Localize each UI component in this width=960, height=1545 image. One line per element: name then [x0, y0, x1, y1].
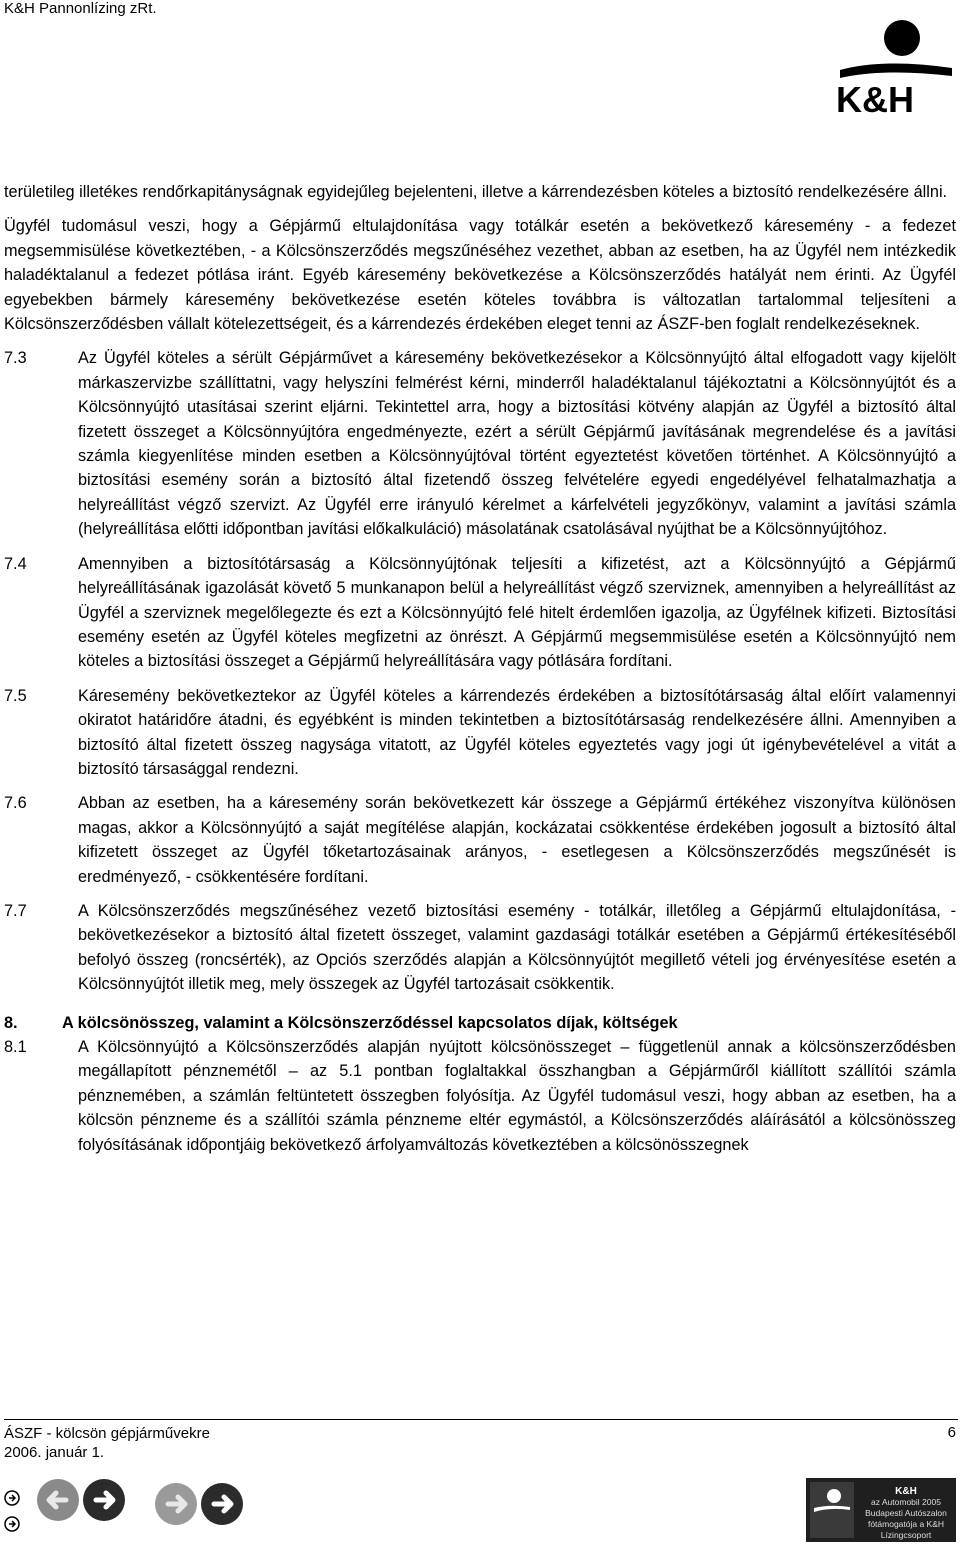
section-text: Abban az esetben, ha a káresemény során bekövetkezett kár összege a Gépjármű értékéhez viszonyítva különösen magas, akkor a Kölcsönnyújtó a saját megítélése alapján, kockázatai csökkentése érdekében jogosult a biztosító által kifizetett összeget az Ügyfél tőketartozásainak arányos, - esetlegesen a Kölcsönszerződés megszűnését is eredményező, - csökkentésére fordítani. — [78, 794, 956, 886]
section-text: Az Ügyfél köteles a sérült Gépjárművet a káresemény bekövetkezésekor a Kölcsönnyújtó által elfogadott vagy kijelölt márkaszervizbe szállíttatni, vagy helyszíni felmérést kérni, minderről haladéktalanul tájékoztatni a Kölcsönnyújtót és a Kölcsönnyújtó utasításai szerint eljárni. Tekintettel arra, hogy a biztosítási kötvény alapján az Ügyfél a biztosító által fizetett összeget a Kölcsönnyújtóra engedményezte, ezért a sérült Gépjármű javításának megrendelése és a javítási számla kiegyenlítése minden esetben a Kölcsönnyújtóval történt egyeztetést követően történhet. A Kölcsönnyújtó a biztosítási esemény során a biztosító által fizetendő összeg felvételére egyedi engedélyével felhatalmazhatja a helyreállítást végző szervizt. Az Ügyfél erre irányuló kérelmet a kárfelvételi jegyzőkönyv, valamint a javítási számla (helyreállítása előtti időpontban javítási előkalkuláció) másolatának csatolásával nyújthat be a Kölcsönnyújtóhoz. — [78, 349, 956, 539]
heading-section-8 — [4, 1011, 956, 1035]
section-number: 7.6 — [4, 794, 27, 813]
section-number: 7.3 — [4, 349, 27, 368]
ad-line-1: az Automobil 2005 — [871, 1497, 941, 1507]
ad-logo — [810, 1482, 854, 1538]
section-number: 7.7 — [4, 901, 27, 920]
back-arrow-icon[interactable] — [36, 1478, 80, 1522]
home-circle-icon[interactable] — [154, 1482, 198, 1526]
section-text: A Kölcsönszerződés megszűnéséhez vezető biztosítási esemény - totálkár, illetőleg a Gépjármű eltulajdonítása, - bekövetkezésekor a biztosító által fizetett összeget, valamint gazdasági totálkár esetében a Gépjármű értékesítéséből befolyó összeg (roncsérték), az Opciós szerződés alapján a Kölcsönnyújtót megillető vételi jog érvényesítése esetén a Kölcsönnyújtót illetik meg, mely összegek az Ügyfél tartozásait csökkentik. — [78, 901, 956, 994]
ad-line-3: fótámogatója a K&H Lízingcsoport — [867, 1519, 945, 1540]
section-number: 7.4 — [4, 554, 27, 573]
section-8-1 — [4, 1035, 956, 1157]
navigation-bar — [4, 1478, 564, 1538]
page-number: 6 — [947, 1424, 956, 1441]
forward-arrow-icon[interactable] — [82, 1478, 126, 1522]
paragraph-theft-totalloss: Ügyfél tudomásul veszi, hogy a Gépjármű eltulajdonítása vagy totálkár esetén a bekövetkező káresemény - a fedezet megsemmisülése következtében, - a Kölcsönszerződés megszűnéséhez vezethet, abban az esetben, ha az Ügyfél nem intézkedik haladéktalanul a fedezet pótlása iránt. Egyéb káresemény bekövetkezése a Kölcsönszerződés hatályát nem érinti. Az Ügyfél egyebekben bármely káresemény bekövetkezése esetén köteles továbbra is változatlan tartalommal teljesíteni a Kölcsönszerződésben vállalt kötelezettségeit, és a kárrendezés érdekében eleget tenni az ÁSZF-ben foglalt rendelkezéseknek. — [4, 217, 956, 334]
section-7-6 — [4, 791, 956, 889]
section-7-7 — [4, 899, 956, 997]
footer-info — [4, 1424, 210, 1462]
document-body — [4, 180, 956, 1157]
footer-divider — [4, 1419, 958, 1420]
ad-logo-mark-icon — [810, 1482, 854, 1538]
section-7-4 — [4, 552, 956, 674]
heading-text: A kölcsönösszeg, valamint a Kölcsönszerződéssel kapcsolatos díjak, költségek — [62, 1013, 678, 1032]
section-text: Amennyiben a biztosítótársaság a Kölcsönnyújtónak teljesíti a kifizetést, azt a Kölcsönnyújtó a Gépjármű helyreállításának igazolását követő 5 munkanapon belül a helyreállítást végző szerviznek, amennyiben a helyreállítást az Ügyfél a szerviznek megelőlegezte és ezt a Kölcsönnyújtó felé hitelt érdemlően igazolja, az Ügyfélnek kifizeti. Biztosítási esemény esetén az Ügyfél köteles megfizetni az önrészt. A Gépjármű megsemmisülése esetén a Kölcsönnyújtó nem köteles a biztosítási összeget a Gépjármű helyreállítására vagy pótlására fordítani. — [78, 554, 956, 671]
heading-number: 8. — [4, 1013, 18, 1032]
ad-line-2: Budapesti Autószalon — [865, 1508, 947, 1518]
paragraph-continuation: területileg illetékes rendőrkapitányságnak egyidejűleg bejelenteni, illetve a kárrendezésben köteles a biztosító rendelkezésére állni. — [4, 183, 948, 201]
svg-text:K&H: K&H — [836, 79, 914, 116]
footer-date: 2006. január 1. — [4, 1444, 105, 1461]
footer-doc-title: ÁSZF - kölcsön gépjárművekre — [4, 1425, 210, 1442]
section-number: 8.1 — [4, 1038, 27, 1056]
section-number: 7.5 — [4, 686, 27, 705]
section-text: Káresemény bekövetkeztekor az Ügyfél köteles a kárrendezés érdekében a biztosítótársaság által előírt valamennyi okiratot határidőre átadni, és egyébként is minden tekintetben a biztosítótársaság rendelkezésére állni. Amennyiben a biztosító által fizetett összeg nagysága vitatott, az Ügyfél köteles egyeztetés vagy jogi út igénybevételével a vitát a biztosító társasággal rendezni. — [78, 686, 956, 778]
automobil-ad-banner[interactable] — [806, 1478, 956, 1542]
ad-text — [858, 1486, 954, 1541]
next-page-circle-icon[interactable] — [200, 1482, 244, 1526]
ad-brand: K&H — [895, 1486, 917, 1497]
section-7-5 — [4, 684, 956, 782]
section-text: A Kölcsönnyújtó a Kölcsönszerződés alapján nyújtott kölcsönösszeget – függetlenül annak a kölcsönszerződésben megállapított pénznemétől – az 5.1 pontban foglaltakkal összhangban a Gépjárműről kiállított szállítói számla pénznemében, a számlán feltüntetett összegben folyósítja. Az Ügyfél tudomásul veszi, hogy abban az esetben, ha a kölcsön pénzneme és a szállítói számla pénzneme eltér egymástól, a Kölcsönszerződés aláírásától a kölcsönösszeg folyósításának időpontjáig bekövetkező árfolyamváltozás következtében a kölcsönösszegnek — [78, 1038, 956, 1154]
prev-small-arrow-icon[interactable] — [4, 1490, 20, 1506]
company-name: K&H Pannonlízing zRt. — [4, 0, 157, 17]
next-small-arrow-icon[interactable] — [4, 1516, 20, 1532]
section-7-3 — [4, 346, 956, 541]
kh-logo — [834, 18, 958, 116]
